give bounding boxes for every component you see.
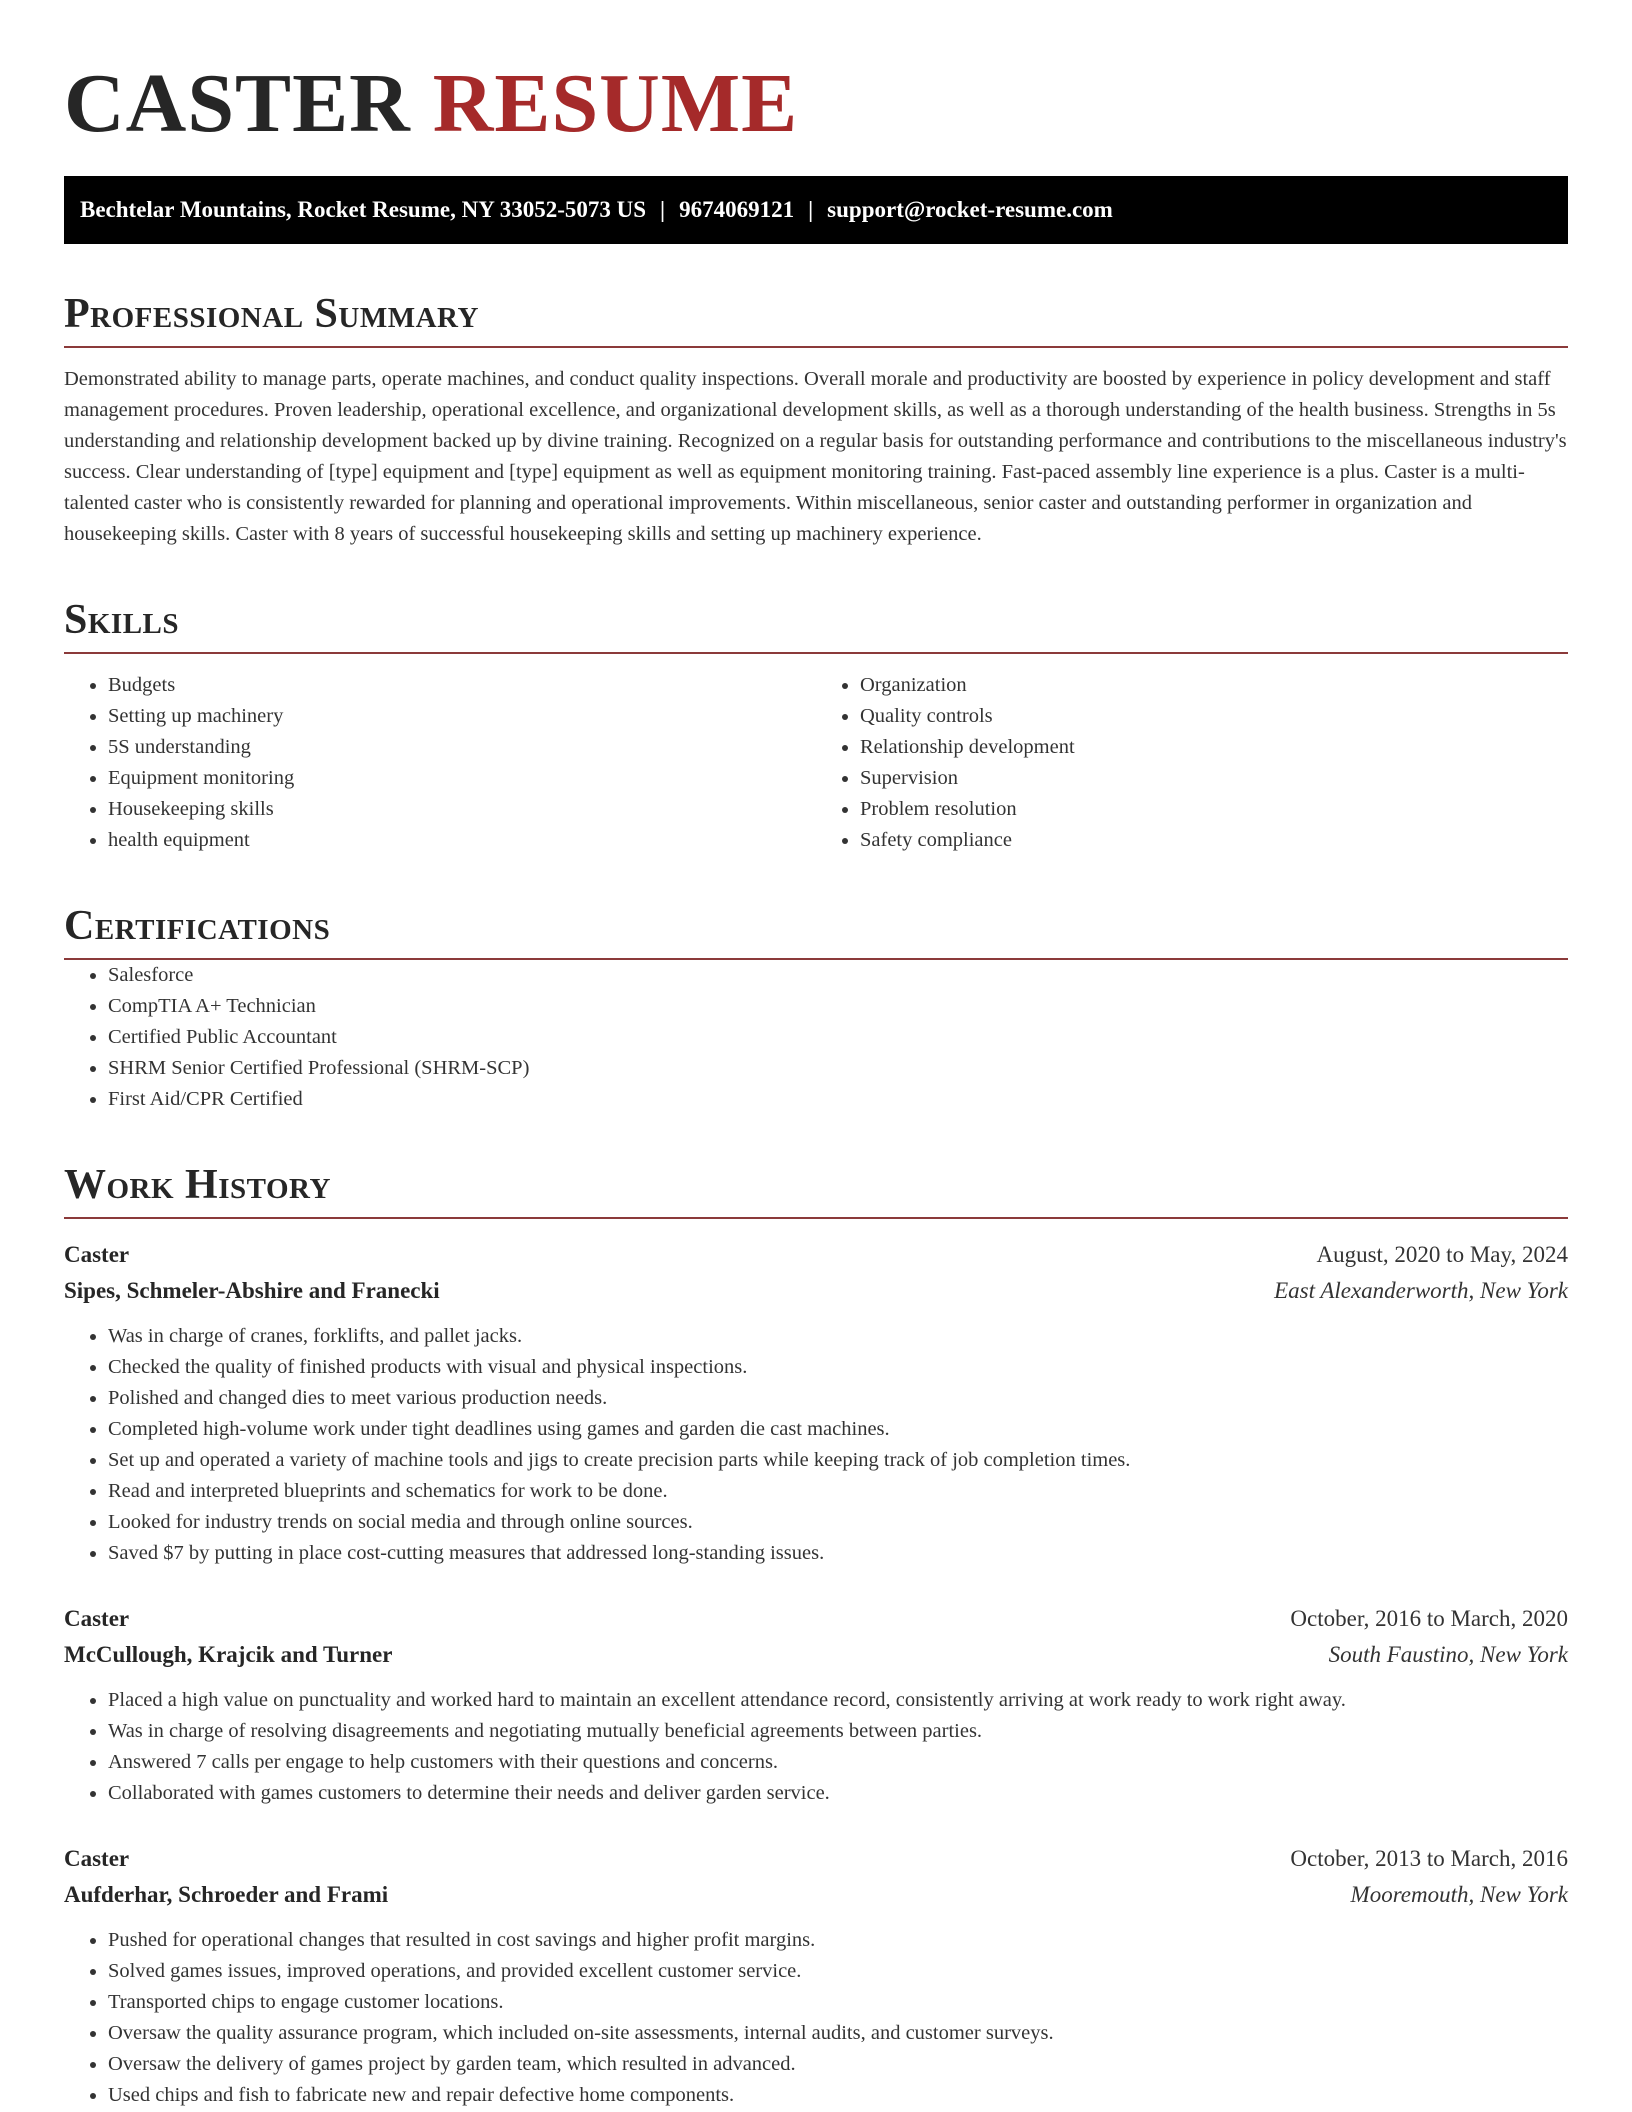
job-header-row [64, 1601, 1568, 1637]
job-title: Caster [64, 1242, 130, 1267]
job-duty: • Solved games issues, improved operations, and provided excellent customer service. [108, 1956, 1568, 1987]
job-duty: • Oversaw the delivery of games project by garden team, which resulted in advanced. [108, 2049, 1568, 2080]
job-duty: • Looked for industry trends on social media and through online sources. [108, 1507, 1568, 1538]
certification-item: • Certified Public Accountant [108, 1022, 1568, 1053]
job-company: Sipes, Schmeler-Abshire and Franecki [64, 1278, 440, 1303]
skills-list-right [816, 670, 1568, 856]
summary-heading: Professional Summary [64, 290, 1568, 348]
skill-item: • Equipment monitoring [108, 763, 816, 794]
resume-title [64, 0, 1568, 150]
job-company: Aufderhar, Schroeder and Frami [64, 1882, 389, 1907]
job-location: South Faustino, New York [1328, 1642, 1568, 1667]
summary-text: Demonstrated ability to manage parts, operate machines, and conduct quality inspections. Overall morale and productivity are boosted by experience in policy development and staff management procedures. Proven leadership, operational excellence, and organizational development skills, as well as a thorough understanding of the health business. Strengths in 5s understanding and relationship development backed up by divine training. Recognized on a regular basis for outstanding performance and contributions to the miscellaneous industry's success. Clear understanding of [type] equipment and [type] equipment as well as equipment monitoring training. Fast-paced assembly line experience is a plus. Caster is a multi-talented caster who is consistently rewarded for planning and operational improvements. Within miscellaneous, senior caster and outstanding performer in organization and housekeeping skills. Caster with 8 years of successful housekeeping skills and setting up machinery experience. [64, 368, 1567, 545]
job-duty: • Read and interpreted blueprints and schematics for work to be done. [108, 1476, 1568, 1507]
certifications-heading: Certifications [64, 902, 1568, 960]
job-location: Mooremouth, New York [1350, 1882, 1568, 1907]
job-company-row [64, 1273, 1568, 1309]
job-entry [64, 1841, 1568, 2111]
skill-item: • Quality controls [860, 701, 1568, 732]
skills-grid [64, 670, 1568, 856]
job-title: Caster [64, 1606, 130, 1631]
contact-bar [64, 176, 1568, 244]
job-duty: • Pushed for operational changes that resulted in cost savings and higher profit margins. [108, 1925, 1568, 1956]
job-duty: • Polished and changed dies to meet various production needs. [108, 1383, 1568, 1414]
job-header-row [64, 1841, 1568, 1877]
certification-item: • SHRM Senior Certified Professional (SHRM-SCP) [108, 1053, 1568, 1084]
job-header-row [64, 1237, 1568, 1273]
job-duty: • Transported chips to engage customer locations. [108, 1987, 1568, 2018]
job-duty: • Used chips and fish to fabricate new and repair defective home components. [108, 2080, 1568, 2111]
job-location: East Alexanderworth, New York [1274, 1278, 1568, 1303]
job-duty: • Was in charge of cranes, forklifts, and pallet jacks. [108, 1321, 1568, 1352]
skill-item: • Safety compliance [860, 825, 1568, 856]
contact-separator: | [808, 197, 814, 222]
work-history-heading: Work History [64, 1161, 1568, 1219]
skill-item: • health equipment [108, 825, 816, 856]
job-duty: • Completed high-volume work under tight deadlines using games and garden die cast machines. [108, 1414, 1568, 1445]
job-duties [64, 1925, 1568, 2111]
contact-address: Bechtelar Mountains, Rocket Resume, NY 33052-5073 US [80, 197, 647, 222]
job-duty: • Saved $7 by putting in place cost-cutting measures that addressed long-standing issues. [108, 1538, 1568, 1569]
skills-heading: Skills [64, 596, 1568, 654]
job-title: Caster [64, 1846, 130, 1871]
certification-item: • First Aid/CPR Certified [108, 1084, 1568, 1115]
job-duty: • Set up and operated a variety of machine tools and jigs to create precision parts while keeping track of job completion times. [108, 1445, 1568, 1476]
skill-item: • Relationship development [860, 732, 1568, 763]
skill-item: • Problem resolution [860, 794, 1568, 825]
job-duty: • Placed a high value on punctuality and worked hard to maintain an excellent attendance record, consistently arriving at work ready to work right away. [108, 1685, 1568, 1716]
job-duty: • Answered 7 calls per engage to help customers with their questions and concerns. [108, 1747, 1568, 1778]
contact-phone: 9674069121 [679, 197, 795, 222]
job-entry [64, 1601, 1568, 1809]
certifications-list [64, 960, 1568, 1115]
job-company: McCullough, Krajcik and Turner [64, 1642, 393, 1667]
job-company-row [64, 1637, 1568, 1673]
skill-item: • Budgets [108, 670, 816, 701]
job-duty: • Checked the quality of finished products with visual and physical inspections. [108, 1352, 1568, 1383]
job-entry [64, 1237, 1568, 1569]
job-duties [64, 1321, 1568, 1569]
skill-item: • Housekeeping skills [108, 794, 816, 825]
job-dates: August, 2020 to May, 2024 [1316, 1242, 1568, 1267]
job-duty: • Collaborated with games customers to determine their needs and deliver garden service. [108, 1778, 1568, 1809]
skill-item: • Setting up machinery [108, 701, 816, 732]
last-name: RESUME [432, 57, 799, 150]
skills-list-left [64, 670, 816, 856]
job-dates: October, 2016 to March, 2020 [1290, 1606, 1568, 1631]
skill-item: • Organization [860, 670, 1568, 701]
job-duty: • Oversaw the quality assurance program, which included on-site assessments, internal audits, and customer surveys. [108, 2018, 1568, 2049]
job-duty: • Was in charge of resolving disagreements and negotiating mutually beneficial agreements between parties. [108, 1716, 1568, 1747]
skill-item: • 5S understanding [108, 732, 816, 763]
certification-item: • Salesforce [108, 960, 1568, 991]
certification-item: • CompTIA A+ Technician [108, 991, 1568, 1022]
contact-email: support@rocket-resume.com [827, 197, 1113, 222]
job-duties [64, 1685, 1568, 1809]
contact-separator: | [660, 197, 666, 222]
job-dates: October, 2013 to March, 2016 [1290, 1846, 1568, 1871]
first-name: CASTER [64, 57, 411, 150]
skill-item: • Supervision [860, 763, 1568, 794]
job-company-row [64, 1877, 1568, 1913]
